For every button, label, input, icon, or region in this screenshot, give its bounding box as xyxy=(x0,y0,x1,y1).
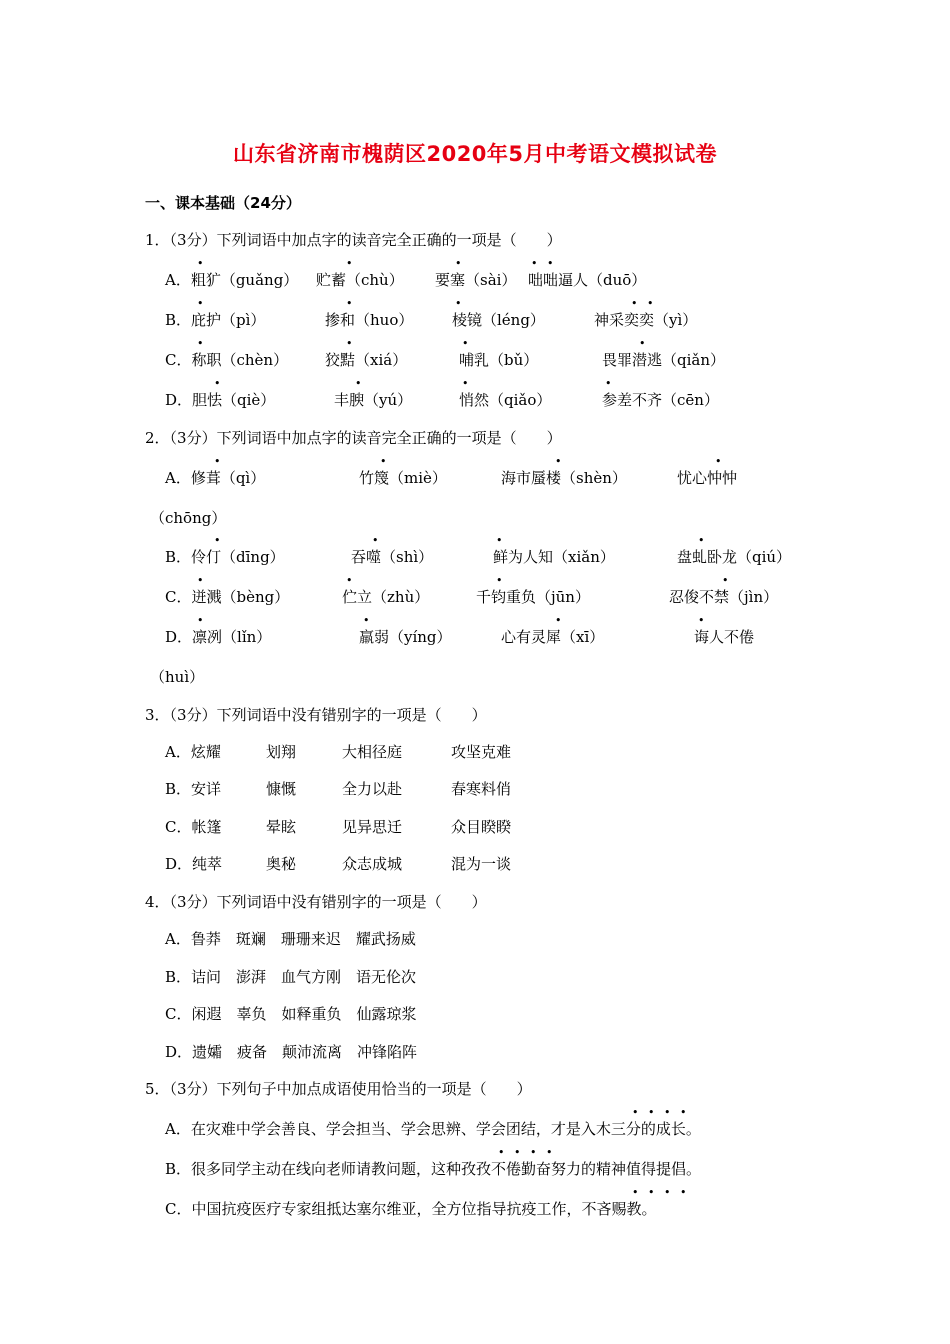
q2-option-a-word-4: 忧心忡忡 xyxy=(677,469,738,487)
emphasis-dot: • xyxy=(455,297,462,310)
q1-option-c-word-4: 畏罪潜逃（qiǎn） xyxy=(602,351,726,369)
emphasis-dot: • xyxy=(648,1106,655,1119)
q3-option-a-word-3: 大相径庭 xyxy=(342,743,403,761)
question-1-stem: 1．（3分）下列词语中加点字的读音完全正确的一项是（ ） xyxy=(145,231,562,249)
q2-option-c-word-2: 伫立（zhù） xyxy=(342,588,430,606)
q2-option-b-word-2: 吞噬（shì） xyxy=(351,548,434,566)
emphasis-dot: • xyxy=(346,574,353,587)
emphasis-dot: • xyxy=(197,574,204,587)
q2-option-d-pinyin-wrap: （huì） xyxy=(150,668,205,686)
q1-option-b-word-1: B．庇护（pì） xyxy=(165,311,266,329)
q1-option-c-word-2: 狡黠（xiá） xyxy=(325,351,408,369)
q3-option-c-word-3: 见异思迁 xyxy=(342,818,403,836)
question-3-stem: 3．（3分）下列词语中没有错别字的一项是（ ） xyxy=(145,706,487,724)
emphasis-dot: • xyxy=(531,257,538,270)
q3-option-c-word-4: 众目睽睽 xyxy=(451,818,512,836)
emphasis-dot: • xyxy=(547,257,554,270)
emphasis-dot: • xyxy=(372,534,379,547)
q2-option-a-word-1: A．修葺（qì） xyxy=(165,469,266,487)
emphasis-dot: • xyxy=(455,257,462,270)
q2-option-b-word-1: B．伶仃（dīng） xyxy=(165,548,285,566)
q1-option-b-word-2: 掺和（huo） xyxy=(325,311,414,329)
page-title: 山东省济南市槐荫区2020年5月中考语文模拟试卷 xyxy=(232,142,718,166)
q2-option-b-word-4: 盘虬卧龙（qiú） xyxy=(677,548,792,566)
q2-option-c-word-1: C．迸溅（bèng） xyxy=(165,588,290,606)
q3-option-a-word-4: 攻坚克难 xyxy=(451,743,512,761)
q3-option-b-word-1: B．安详 xyxy=(165,780,222,798)
question-4-stem: 4．（3分）下列词语中没有错别字的一项是（ ） xyxy=(145,893,487,911)
emphasis-dot: • xyxy=(214,534,221,547)
emphasis-dot: • xyxy=(680,1186,687,1199)
q4-option-b: B．诘问 澎湃 血气方刚 语无伦次 xyxy=(165,968,417,986)
q3-option-a-word-2: 划翔 xyxy=(266,743,297,761)
q4-option-d: D．遗孀 疲备 颠沛流离 冲锋陷阵 xyxy=(165,1043,418,1061)
q2-option-d-word-1: D．凛冽（lǐn） xyxy=(165,628,272,646)
q1-option-d-word-1: D．胆怯（qiè） xyxy=(165,391,276,409)
q2-option-a-word-3: 海市蜃楼（shèn） xyxy=(501,469,627,487)
emphasis-dot: • xyxy=(530,1146,537,1159)
emphasis-dot: • xyxy=(496,534,503,547)
emphasis-dot: • xyxy=(639,337,646,350)
question-5-stem: 5．（3分）下列句子中加点成语使用恰当的一项是（ ） xyxy=(145,1080,532,1098)
q2-option-c-word-3: 千钧重负（jūn） xyxy=(476,588,590,606)
q3-option-b-word-3: 全力以赴 xyxy=(342,780,403,798)
q1-option-d-word-4: 参差不齐（cēn） xyxy=(602,391,719,409)
emphasis-dot: • xyxy=(648,1186,655,1199)
emphasis-dot: • xyxy=(647,297,654,310)
q3-option-c-word-1: C．帐篷 xyxy=(165,818,222,836)
emphasis-dot: • xyxy=(722,574,729,587)
emphasis-dot: • xyxy=(363,614,370,627)
q1-option-a-word-4: 咄咄逼人（duō） xyxy=(528,271,647,289)
emphasis-dot: • xyxy=(555,455,562,468)
emphasis-dot: • xyxy=(380,455,387,468)
q3-option-d-word-3: 众志成城 xyxy=(342,855,403,873)
q3-option-b-word-2: 慷慨 xyxy=(266,780,297,798)
emphasis-dot: • xyxy=(698,614,705,627)
emphasis-dot: • xyxy=(555,614,562,627)
q1-option-a-word-2: 贮蓄（chù） xyxy=(316,271,404,289)
q2-option-d-word-3: 心有灵犀（xī） xyxy=(501,628,605,646)
emphasis-dot: • xyxy=(355,377,362,390)
emphasis-dot: • xyxy=(632,1186,639,1199)
q1-option-c-word-3: 哺乳（bǔ） xyxy=(459,351,539,369)
emphasis-dot: • xyxy=(498,1146,505,1159)
q3-option-d-word-4: 混为一谈 xyxy=(451,855,512,873)
q5-option-a: A．在灾难中学会善良、学会担当、学会思辨、学会团结，才是入木三分的成长。 xyxy=(165,1120,701,1138)
emphasis-dot: • xyxy=(632,1106,639,1119)
emphasis-dot: • xyxy=(664,1186,671,1199)
emphasis-dot: • xyxy=(346,297,353,310)
emphasis-dot: • xyxy=(214,377,221,390)
emphasis-dot: • xyxy=(605,377,612,390)
section-heading: 一、课本基础（24分） xyxy=(145,194,301,212)
q1-option-c-word-1: C．称职（chèn） xyxy=(165,351,289,369)
emphasis-dot: • xyxy=(346,257,353,270)
q2-option-a-word-2: 竹篾（miè） xyxy=(359,469,447,487)
emphasis-dot: • xyxy=(462,377,469,390)
q4-option-c: C．闲遐 辜负 如释重负 仙露琼浆 xyxy=(165,1005,417,1023)
q1-option-b-word-4: 神采奕奕（yì） xyxy=(594,311,698,329)
emphasis-dot: • xyxy=(698,534,705,547)
emphasis-dot: • xyxy=(715,455,722,468)
emphasis-dot: • xyxy=(680,1106,687,1119)
q1-option-d-word-3: 悄然（qiǎo） xyxy=(459,391,552,409)
emphasis-dot: • xyxy=(197,257,204,270)
q1-option-a-word-3: 要塞（sài） xyxy=(435,271,517,289)
q3-option-c-word-2: 晕眩 xyxy=(266,818,297,836)
emphasis-dot: • xyxy=(496,574,503,587)
q1-option-d-word-2: 丰腴（yú） xyxy=(334,391,413,409)
emphasis-dot: • xyxy=(462,337,469,350)
emphasis-dot: • xyxy=(197,297,204,310)
q5-option-b: B．很多同学主动在线向老师请教问题，这种孜孜不倦勤奋努力的精神值得提倡。 xyxy=(165,1160,702,1178)
emphasis-dot: • xyxy=(514,1146,521,1159)
q3-option-d-word-2: 奥秘 xyxy=(266,855,297,873)
q2-option-d-word-2: 羸弱（yíng） xyxy=(359,628,452,646)
question-2-stem: 2．（3分）下列词语中加点字的读音完全正确的一项是（ ） xyxy=(145,429,562,447)
q2-option-a-pinyin-wrap: （chōng） xyxy=(150,509,227,527)
q3-option-d-word-1: D．纯萃 xyxy=(165,855,223,873)
emphasis-dot: • xyxy=(197,337,204,350)
q2-option-b-word-3: 鲜为人知（xiǎn） xyxy=(493,548,615,566)
emphasis-dot: • xyxy=(631,297,638,310)
emphasis-dot: • xyxy=(664,1106,671,1119)
q2-option-d-word-4: 诲人不倦 xyxy=(694,628,755,646)
emphasis-dot: • xyxy=(346,337,353,350)
q1-option-b-word-3: 棱镜（léng） xyxy=(452,311,545,329)
emphasis-dot: • xyxy=(214,455,221,468)
q3-option-a-word-1: A．炫耀 xyxy=(165,743,221,761)
q5-option-c: C．中国抗疫医疗专家组抵达塞尔维亚，全方位指导抗疫工作，不吝赐教。 xyxy=(165,1200,657,1218)
q2-option-c-word-4: 忍俊不禁（jìn） xyxy=(669,588,779,606)
emphasis-dot: • xyxy=(197,614,204,627)
emphasis-dot: • xyxy=(546,1146,553,1159)
q1-option-a-word-1: A．粗犷（guǎng） xyxy=(165,271,299,289)
q3-option-b-word-4: 春寒料俏 xyxy=(451,780,512,798)
q4-option-a: A．鲁莽 斑斓 珊珊来迟 耀武扬威 xyxy=(165,930,416,948)
